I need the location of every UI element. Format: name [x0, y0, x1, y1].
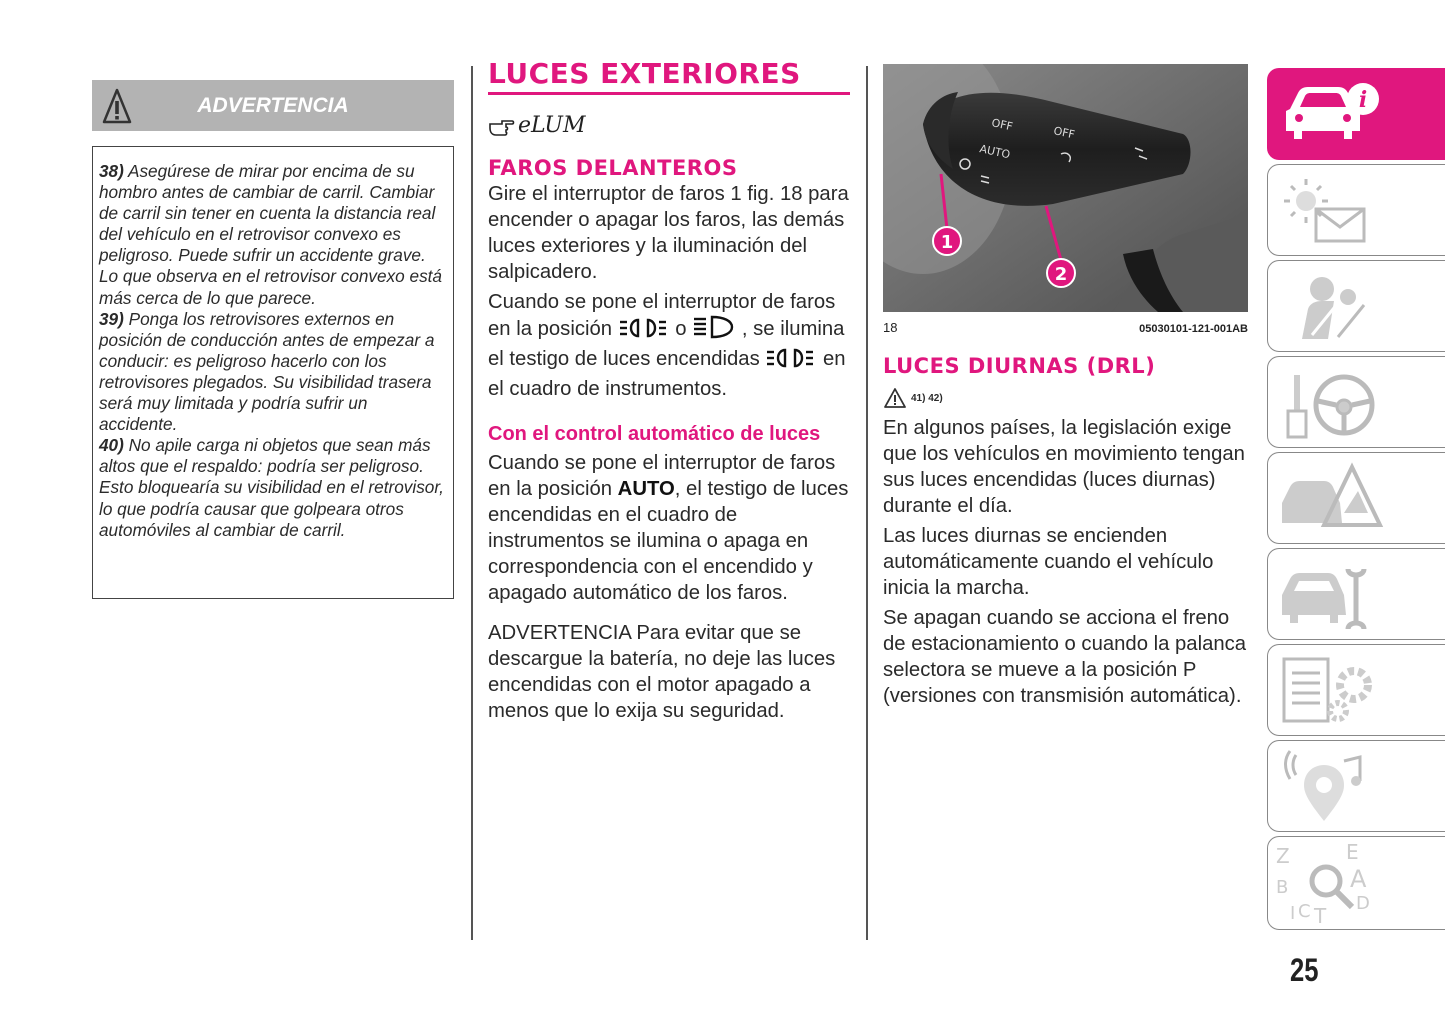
text-fragment: en el cuadro de instrumentos.	[488, 348, 846, 400]
column-divider	[471, 66, 473, 940]
tab-technical-data[interactable]	[1267, 644, 1445, 736]
elum-reference	[488, 105, 853, 145]
section-title-control-automatico: Con el control automático de luces	[488, 423, 821, 445]
emergency-car-icon	[1268, 453, 1445, 544]
auto-bold-text: AUTO	[617, 478, 675, 500]
position-lights-indicator-icon	[765, 347, 817, 376]
index-letter: I	[1290, 903, 1296, 924]
warning-item-number: 38)	[99, 161, 124, 181]
steering-key-icon	[1268, 357, 1445, 448]
warning-item-text: No apile carga ni objetos que sean más altos que el respaldo: podría ser peligroso. Esto bloquearía su visibilidad en el retrovisor, lo que podría causar que golpeara otros automóviles al cambiar de carril.	[99, 435, 444, 540]
low-beam-icon	[692, 315, 736, 346]
tab-lights-messages[interactable]	[1267, 164, 1445, 256]
warning-item-text: Ponga los retrovisores externos en posición de conducción antes de empezar a conducir: es peligroso hacerlo con los retrovisores plegados. Su visibilidad trasera será muy limitada y podría sufrir un accidente.	[99, 308, 435, 435]
figure-code: 05030101-121-001AB	[1139, 323, 1248, 335]
photo-label-off-2: OFF	[1052, 124, 1076, 142]
warning-item-number: 40)	[99, 435, 124, 456]
faros-paragraph-2	[488, 289, 853, 402]
text-fragment: , se ilumina el testigo de luces encendidas	[488, 318, 845, 370]
index-letter: T	[1314, 904, 1327, 928]
drl-paragraph-1: En algunos países, la legislación exige que los vehículos en movimiento tengan sus luces encendidas (luces diurnas) durante el día.	[883, 417, 1245, 517]
svg-text:i: i	[1358, 87, 1368, 113]
car-wrench-icon	[1268, 549, 1445, 640]
warning-item-text: Asegúrese de mirar por encima de su hombro antes de cambiar de carril. Cambiar de carril sin tener en cuenta la distancia real del vehículo en el retrovisor convexo es peligroso. Puede sufrir un accidente grave. Lo que observa en el retrovisor convexo está más cerca de lo que parece.	[99, 161, 442, 308]
tab-emergency[interactable]	[1267, 452, 1445, 544]
index-letter: Z	[1276, 844, 1290, 868]
drl-refs-text: 41) 42)	[911, 392, 943, 404]
lights-messages-icon	[1268, 165, 1445, 256]
right-column	[883, 64, 1248, 709]
index-letter: E	[1346, 840, 1359, 864]
headlight-switch-illustration	[883, 64, 1248, 312]
drl-paragraph-3: Se apagan cuando se acciona el freno de estacionamiento o cuando la palanca selectora se mueve a la posición P (versiones con transmisión automática).	[883, 607, 1247, 707]
warning-item-number: 39)	[99, 308, 124, 329]
warning-title: ADVERTENCIA	[197, 93, 349, 117]
safety-seatbelt-icon	[1268, 261, 1445, 352]
text-fragment: , el testigo de luces encendidas en el cuadro de instrumentos se ilumina o apaga en correspondencia con el encendido y apagado automático de los faros.	[488, 478, 849, 604]
section-title-faros: FAROS DELANTEROS	[488, 156, 738, 180]
section-title-luces-exteriores: LUCES EXTERIORES	[488, 58, 850, 95]
drl-warning-refs	[883, 387, 1248, 409]
page-number: 25	[1290, 952, 1319, 988]
tab-multimedia[interactable]	[1267, 740, 1445, 832]
section-title-drl: LUCES DIURNAS (DRL)	[883, 354, 1156, 378]
tab-starting-driving[interactable]	[1267, 356, 1445, 448]
tab-index[interactable]	[1267, 836, 1445, 930]
warning-triangle-icon	[92, 80, 142, 131]
warning-item-39	[99, 309, 447, 436]
text-fragment: Cuando se pone el interruptor de faros en la posición	[488, 452, 836, 500]
figure-18-photo	[883, 64, 1248, 312]
callout-1: 1	[940, 232, 954, 253]
index-letter: A	[1350, 865, 1367, 893]
datasheet-gear-icon	[1268, 645, 1445, 736]
faros-paragraph-1: Gire el interruptor de faros 1 fig. 18 para encender o apagar los faros, las demás luces exteriores y la iluminación del salpicadero.	[488, 183, 849, 283]
tab-car-info[interactable]	[1267, 68, 1445, 160]
warning-box	[92, 146, 454, 599]
warning-item-40	[99, 435, 447, 540]
index-letter: B	[1276, 877, 1289, 898]
warning-header	[92, 80, 454, 131]
auto-paragraph-1	[488, 450, 853, 606]
callout-2: 2	[1054, 264, 1068, 285]
drl-paragraph-2: Las luces diurnas se encienden automáticamente cuando el vehículo inicia la marcha.	[883, 525, 1214, 599]
middle-column	[488, 58, 853, 724]
figure-number: 18	[883, 320, 898, 335]
index-letter: C	[1298, 901, 1311, 922]
auto-paragraph-advertencia: ADVERTENCIA Para evitar que se descargue la batería, no deje las luces encendidas con el motor apagado a menos que lo exija su seguridad.	[488, 622, 836, 722]
tab-safety[interactable]	[1267, 260, 1445, 352]
warning-item-38	[99, 161, 447, 309]
photo-label-auto: AUTO	[978, 142, 1012, 162]
car-info-icon	[1268, 69, 1445, 160]
position-lights-icon	[618, 317, 670, 346]
text-fragment: o	[669, 318, 693, 340]
elum-label: eLUM	[518, 112, 586, 138]
warning-triangle-icon	[883, 387, 907, 409]
pointing-hand-icon	[488, 114, 516, 136]
photo-label-off-1: OFF	[990, 116, 1014, 134]
index-letter: D	[1356, 893, 1370, 914]
column-divider	[866, 66, 868, 940]
multimedia-icon	[1268, 741, 1445, 832]
tab-maintenance[interactable]	[1267, 548, 1445, 640]
text-fragment: Cuando se pone el interruptor de faros en la posición	[488, 291, 836, 340]
alphabet-index-icon	[1268, 837, 1445, 930]
figure-caption	[883, 320, 1248, 335]
